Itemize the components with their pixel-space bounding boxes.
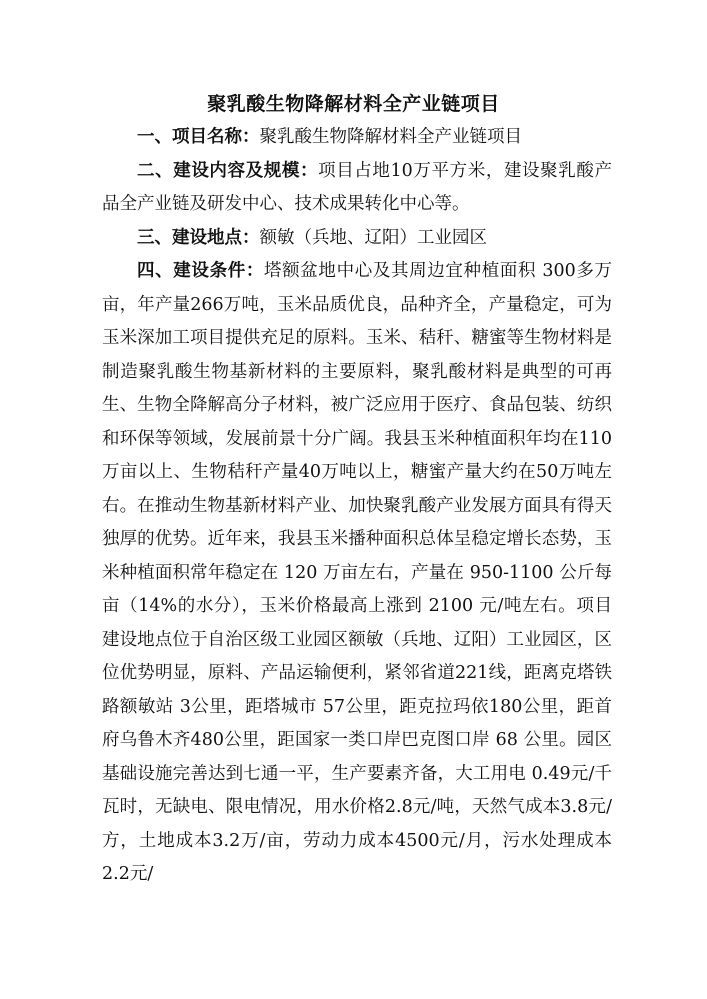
section-text: 聚乳酸生物降解材料全产业链项目 [259,127,522,147]
section-text: 塔额盆地中心及其周边宜种植面积 300多万亩，年产量266万吨，玉米品质优良，品种齐全，产量稳定，可为玉米深加工项目提供充足的原料。玉米、秸秆、糖蜜等生物材料是制造聚乳酸生物基新材料的主要原料，聚乳酸材料是典型的可再生、生物全降解高分子材料，被广泛应用于医疗、食品包装、纺织和环保等领域，发展前景十分广阔。我县玉米种植面积年均在110万亩以上、生物秸秆产量40万吨以上，糖蜜产量大约在50万吨左右。在推动生物基新材料产业、加快聚乳酸产业发展方面具有得天独厚的优势。近年来，我县玉米播种面积总体呈稳定增长态势，玉米种植面积常年稳定在 120 万亩左右，产量在 950-1100 公斤每亩（14%的水分），玉米价格最高上涨到 2100 元/吨左右。项目建设地点位于自治区级工业园区额敏（兵地、辽阳）工业园区，区位优势明显，原料、产品运输便利，紧邻省道221线，距离克塔铁路额敏站 3公里，距塔城市 57公里，距克拉玛依180公里，距首府乌鲁木齐480公里，距国家一类口岸巴克图口岸 68 公里。园区基础设施完善达到七通一平，生产要素齐备，大工用电 0.49元/千瓦时，无缺电、限电情况，用水价格2.8元/吨，天然气成本3.8元/方，土地成本3.2万/亩，劳动力成本4500元/月，污水处理成本2.2元/ [102,261,613,884]
section-construction-scope [102,155,612,222]
section-text: 项目占地10万平方米，建设聚乳酸产品全产业链及研发中心、技术成果转化中心等。 [102,160,612,214]
document-title: 聚乳酸生物降解材料全产业链项目 [207,93,500,115]
section-label: 四、建设条件： [137,261,264,281]
section-text: 额敏（兵地、辽阳）工业园区 [259,227,487,248]
section-label: 二、建设内容及规模： [137,160,319,181]
section-label: 三、建设地点： [137,227,260,248]
document-body [102,121,612,892]
section-label: 一、项目名称： [137,127,260,147]
section-project-name [102,121,612,155]
section-construction-conditions [102,255,612,892]
section-construction-site [102,222,612,256]
